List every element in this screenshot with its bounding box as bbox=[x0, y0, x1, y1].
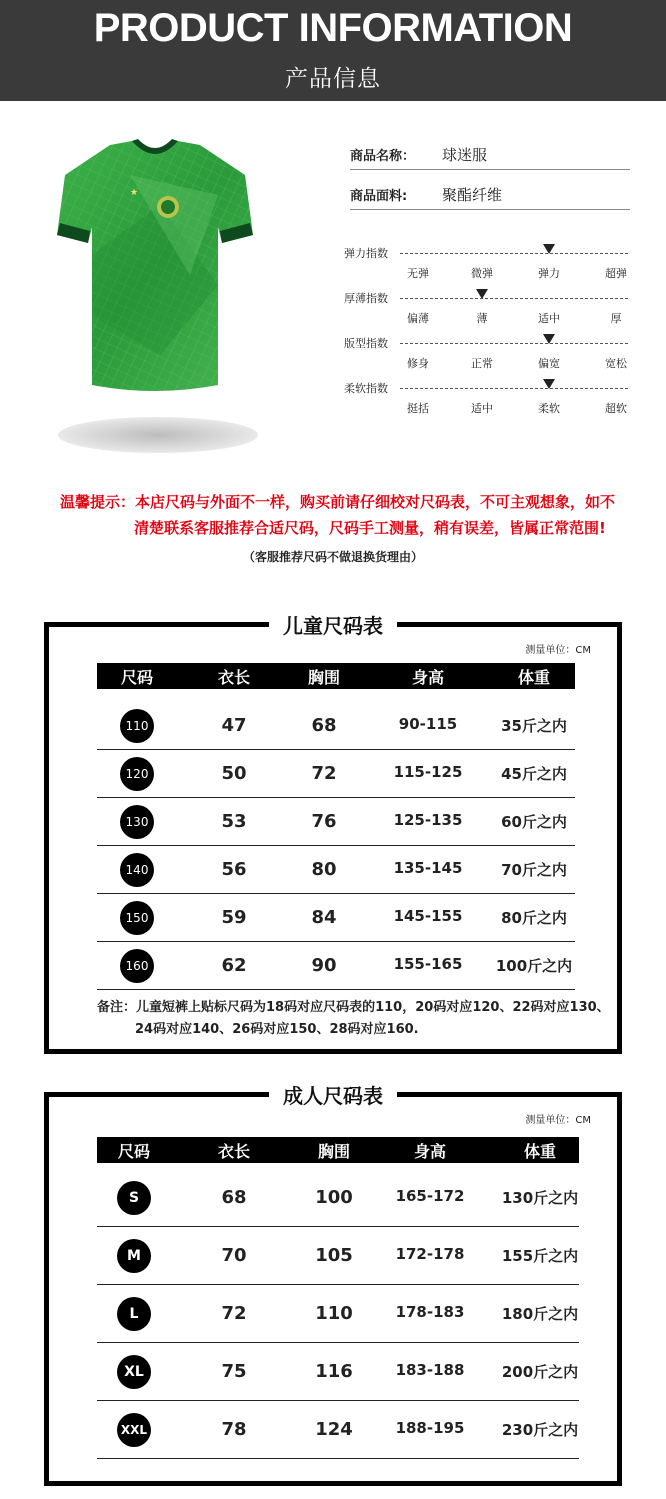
scale-option: 超软 bbox=[605, 402, 627, 415]
table-cell: 115-125 bbox=[393, 763, 463, 781]
size-badge: 130 bbox=[120, 805, 154, 839]
table-cell: 72 bbox=[221, 1303, 247, 1324]
scale-line bbox=[400, 388, 628, 389]
product-fabric-label: 商品面料: bbox=[350, 189, 408, 204]
table-cell: 60斤之内 bbox=[501, 813, 567, 831]
table-cell: 110 bbox=[315, 1303, 353, 1324]
table-cell: 100斤之内 bbox=[495, 957, 573, 975]
size-badge: 120 bbox=[120, 757, 154, 791]
table-cell: 125-135 bbox=[393, 811, 463, 829]
scale-option: 适中 bbox=[538, 312, 560, 325]
scale-option: 无弹 bbox=[407, 267, 429, 280]
table-cell: 56 bbox=[221, 859, 247, 880]
table-row bbox=[97, 1343, 579, 1401]
kids-remark-line-1: 备注：儿童短裤上贴标尺码为18码对应尺码表的110，20码对应120、22码对应130、 bbox=[97, 1000, 610, 1015]
scale-label: 柔软指数 bbox=[344, 382, 388, 395]
column-header: 衣长 bbox=[217, 668, 250, 687]
adult-table-title: 成人尺码表 bbox=[49, 1080, 617, 1109]
table-row bbox=[97, 1285, 579, 1343]
scale-marker-icon bbox=[543, 334, 555, 344]
scale-option: 偏薄 bbox=[407, 312, 429, 325]
table-cell: 135-145 bbox=[393, 859, 463, 877]
table-cell: 90 bbox=[311, 955, 337, 976]
scale-option: 正常 bbox=[471, 357, 493, 370]
jersey-image bbox=[40, 135, 270, 405]
header-banner bbox=[0, 0, 666, 101]
header-subtitle: 产品信息 bbox=[285, 66, 381, 92]
table-cell: 200斤之内 bbox=[501, 1363, 579, 1381]
scale-marker-icon bbox=[476, 289, 488, 299]
table-cell: 68 bbox=[221, 1187, 247, 1208]
scale-option: 挺括 bbox=[407, 402, 429, 415]
table-cell: 105 bbox=[315, 1245, 353, 1266]
column-header: 衣长 bbox=[217, 1142, 250, 1161]
kids-table-title: 儿童尺码表 bbox=[49, 610, 617, 639]
column-header: 胸围 bbox=[307, 668, 340, 687]
scale-option: 超弹 bbox=[605, 267, 627, 280]
table-cell: 70斤之内 bbox=[501, 861, 567, 879]
scale-option: 柔软 bbox=[538, 402, 560, 415]
table-cell: 183-188 bbox=[395, 1361, 465, 1379]
table-row bbox=[97, 1227, 579, 1285]
table-row bbox=[97, 942, 575, 990]
table-cell: 80 bbox=[311, 859, 337, 880]
column-header: 身高 bbox=[413, 1142, 446, 1161]
scale-label: 弹力指数 bbox=[344, 247, 388, 260]
scale-option: 宽松 bbox=[605, 357, 627, 370]
scale-marker-icon bbox=[543, 244, 555, 254]
table-cell: 78 bbox=[221, 1419, 247, 1440]
table-cell: 145-155 bbox=[393, 907, 463, 925]
scale-line bbox=[400, 343, 628, 344]
column-header: 体重 bbox=[517, 668, 550, 687]
table-row bbox=[97, 750, 575, 798]
table-row bbox=[97, 702, 575, 750]
scale-option: 修身 bbox=[407, 357, 429, 370]
kids-table-unit: 测量单位：CM bbox=[525, 645, 591, 656]
scale-option: 适中 bbox=[471, 402, 493, 415]
column-header: 尺码 bbox=[120, 668, 153, 687]
table-row bbox=[97, 894, 575, 942]
adult-table-header bbox=[97, 1137, 579, 1163]
size-badge: XXL bbox=[117, 1413, 151, 1447]
size-badge: M bbox=[117, 1239, 151, 1273]
table-cell: 172-178 bbox=[395, 1245, 465, 1263]
product-image bbox=[40, 135, 280, 455]
kids-size-table bbox=[44, 614, 622, 1054]
scale-option: 偏宽 bbox=[538, 357, 560, 370]
table-cell: 90-115 bbox=[398, 715, 458, 733]
table-row bbox=[97, 1401, 579, 1459]
scale-line bbox=[400, 253, 628, 254]
column-header: 尺码 bbox=[117, 1142, 150, 1161]
scale-1 bbox=[344, 290, 634, 330]
scale-option: 弹力 bbox=[538, 267, 560, 280]
size-badge: 150 bbox=[120, 901, 154, 935]
kids-table-header bbox=[97, 663, 575, 689]
table-cell: 178-183 bbox=[395, 1303, 465, 1321]
scale-option: 薄 bbox=[476, 312, 488, 325]
table-cell: 155-165 bbox=[393, 955, 463, 973]
table-cell: 53 bbox=[221, 811, 247, 832]
product-fabric-row bbox=[350, 180, 630, 210]
size-badge: XL bbox=[117, 1355, 151, 1389]
warning-line-2: 清楚联系客服推荐合适尺码，尺码手工测量，稍有误差，皆属正常范围! bbox=[134, 519, 606, 537]
column-header: 胸围 bbox=[317, 1142, 350, 1161]
size-badge: 140 bbox=[120, 853, 154, 887]
table-cell: 50 bbox=[221, 763, 247, 784]
table-cell: 70 bbox=[221, 1245, 247, 1266]
table-cell: 59 bbox=[221, 907, 247, 928]
kids-remark-line-2: 24码对应140、26码对应150、28码对应160. bbox=[135, 1022, 419, 1037]
scale-option: 厚 bbox=[610, 312, 622, 325]
scale-2 bbox=[344, 335, 634, 375]
scale-label: 厚薄指数 bbox=[344, 292, 388, 305]
product-name-label: 商品名称： bbox=[350, 149, 416, 164]
table-cell: 80斤之内 bbox=[501, 909, 567, 927]
table-cell: 155斤之内 bbox=[501, 1247, 579, 1265]
size-badge: S bbox=[117, 1181, 151, 1215]
scale-label: 版型指数 bbox=[344, 337, 388, 350]
table-cell: 47 bbox=[221, 715, 247, 736]
scale-option: 微弹 bbox=[471, 267, 493, 280]
table-row bbox=[97, 1169, 579, 1227]
scale-3 bbox=[344, 380, 634, 420]
table-cell: 100 bbox=[315, 1187, 353, 1208]
table-cell: 62 bbox=[221, 955, 247, 976]
kids-table-remark bbox=[97, 997, 610, 1041]
table-cell: 68 bbox=[311, 715, 337, 736]
column-header: 体重 bbox=[523, 1142, 556, 1161]
table-row bbox=[97, 798, 575, 846]
table-cell: 124 bbox=[315, 1419, 353, 1440]
size-badge: 160 bbox=[120, 949, 154, 983]
table-cell: 116 bbox=[315, 1361, 353, 1382]
scale-0 bbox=[344, 245, 634, 285]
adult-table-unit: 测量单位：CM bbox=[525, 1115, 591, 1126]
product-shadow bbox=[58, 417, 258, 453]
warning-note: （客服推荐尺码不做退换货理由） bbox=[242, 550, 423, 564]
scale-line bbox=[400, 298, 628, 299]
table-cell: 75 bbox=[221, 1361, 247, 1382]
table-cell: 35斤之内 bbox=[501, 717, 567, 735]
product-fabric-value: 聚酯纤维 bbox=[442, 186, 503, 204]
table-cell: 76 bbox=[311, 811, 337, 832]
svg-text:★: ★ bbox=[130, 188, 139, 198]
table-cell: 72 bbox=[311, 763, 337, 784]
size-badge: L bbox=[117, 1297, 151, 1331]
product-name-row bbox=[350, 140, 630, 170]
table-cell: 188-195 bbox=[395, 1419, 465, 1437]
warning-line-1: 温馨提示：本店尺码与外面不一样，购买前请仔细校对尺码表，不可主观想象，如不 bbox=[60, 493, 616, 511]
column-header: 身高 bbox=[411, 668, 444, 687]
table-cell: 180斤之内 bbox=[501, 1305, 579, 1323]
table-cell: 84 bbox=[311, 907, 337, 928]
header-title: PRODUCT INFORMATION bbox=[93, 6, 573, 50]
table-cell: 45斤之内 bbox=[501, 765, 567, 783]
adult-size-table bbox=[44, 1084, 622, 1486]
size-badge: 110 bbox=[120, 709, 154, 743]
table-row bbox=[97, 846, 575, 894]
table-cell: 130斤之内 bbox=[501, 1189, 579, 1207]
table-cell: 230斤之内 bbox=[501, 1421, 579, 1439]
scale-marker-icon bbox=[543, 379, 555, 389]
product-name-value: 球迷服 bbox=[442, 146, 488, 164]
table-cell: 165-172 bbox=[395, 1187, 465, 1205]
